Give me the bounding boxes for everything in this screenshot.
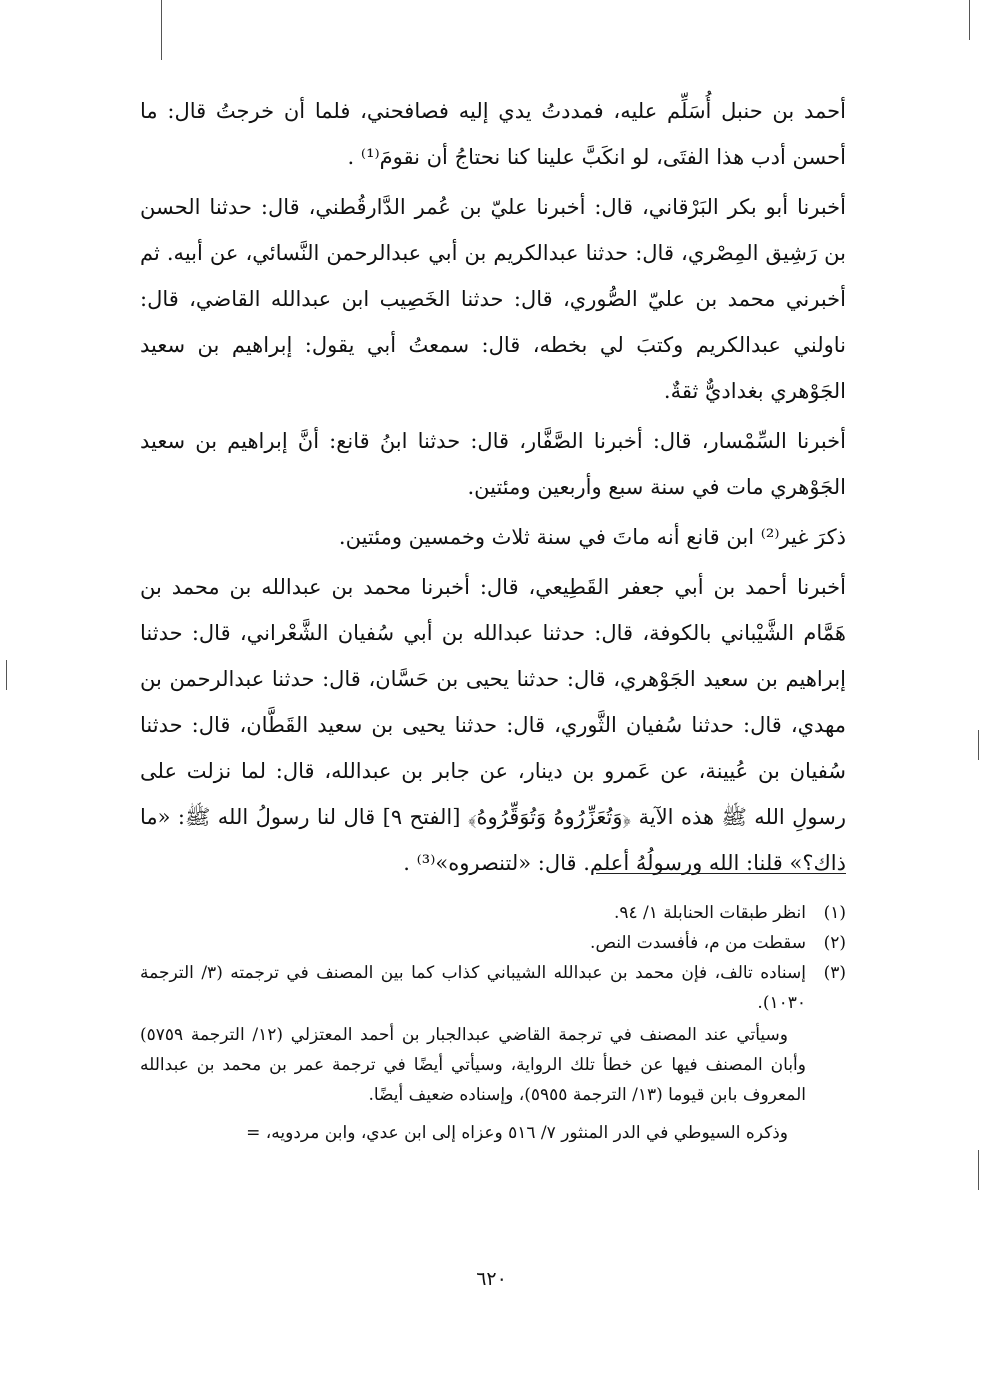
scan-artifact-line (978, 730, 979, 760)
footnote-text: انظر طبقات الحنابلة ١/ ٩٤. (613, 903, 806, 923)
footnote-number: (٢) (823, 933, 846, 953)
footnote-number: (٣) (823, 963, 846, 983)
main-text (140, 88, 846, 886)
paragraph: ذكرَ غير⁽²⁾ ابن قانع أنه ماتَ في سنة ثلاث وخمسين ومئتين. (338, 525, 846, 549)
footnote-text: إسناده تالف، فإن محمد بن عبدالله الشيباني كذاب كما بين المصنف في ترجمته (٣/ الترجمة ١٠٣٠). (140, 963, 806, 1013)
scan-artifact-line (978, 1150, 979, 1190)
footnote-number: (١) (823, 903, 846, 923)
paragraph: أخبرنا السِّمْسار، قال: أخبرنا الصَّفَّار، قال: حدثنا ابنُ قانع: أنَّ إبراهيم بن سعيد الجَوْهري مات في سنة سبع وأربعين ومئتين. (140, 429, 846, 499)
footnote-text: سقطت من م، فأفسدت النص. (590, 933, 806, 953)
footnote-continuation: وسيأتي عند المصنف في ترجمة القاضي عبدالجبار بن أحمد المعتزلي (١٢/ الترجمة ٥٧٥٩) وأبان المصنف فيها عن خطأ تلك الرواية، وسيأتي أيضًا في ترجمة عمر بن محمد بن عبدالله المعروف بابن قيوما (١٣/ الترجمة ٥٩٥٥)، وإسناده ضعيف أيضًا. (140, 1025, 806, 1105)
footnote-separator (596, 873, 846, 874)
paragraph: أحمد بن حنبل أُسَلِّم عليه، فمددتُ يدي إليه فصافحني، فلما أن خرجتُ قال: ما أحسن أدب هذا الفتَى، لو انكَبَّ علينا كنا نحتاجُ أن نقومَ⁽¹⁾ . (140, 99, 846, 169)
page-number: ٦٢٠ (476, 1268, 507, 1290)
footnote (140, 958, 846, 1018)
scan-artifact-line (6, 660, 7, 690)
scan-artifact-line (969, 0, 970, 40)
footnotes (140, 898, 846, 1148)
footnote (140, 928, 846, 958)
scan-artifact-line (161, 0, 162, 60)
footnote-continuation: وذكره السيوطي في الدر المنثور ٧/ ٥١٦ وعزاه إلى ابن عدي، وابن مردويه، = (246, 1123, 788, 1143)
paragraph: أخبرنا أحمد بن أبي جعفر القَطِيعي، قال: أخبرنا محمد بن عبدالله بن محمد بن هَمَّام الشَّيْباني بالكوفة، قال: حدثنا عبدالله بن أبي سُفيان الشَّعْراني، قال: حدثنا إبراهيم بن سعيد الجَوْهري، قال: حدثنا يحيى بن حَسَّان، قال: حدثنا عبدالرحمن بن مهدي، قال: حدثنا سُفيان الثَّوري، قال: حدثنا يحيى بن سعيد القَطَّان، قال: حدثنا سُفيان بن عُيينة، عن عَمرو بن دينار، عن جابر بن عبدالله، قال: لما نزلت على رسولِ الله ﷺ هذه الآية ﴿وَتُعَزِّرُوهُ وَتُوَقِّرُوهُ﴾ [الفتح ٩] قال لنا رسولُ الله ﷺ: «ما ذاك؟» قلنا: الله ورسولُهُ أعلم. قال: «لتنصروه»⁽³⁾ . (140, 575, 846, 875)
footnote (140, 898, 846, 928)
paragraph: أخبرنا أبو بكر البَرْقاني، قال: أخبرنا عليّ بن عُمر الدَّارقُطني، قال: حدثنا الحسن بن رَشِيق المِصْري، قال: حدثنا عبدالكريم بن أبي عبدالرحمن النَّسائي، عن أبيه. ثم أخبرني محمد بن عليّ الصُّوري، قال: حدثنا الخَصِيب ابن عبدالله القاضي، قال: ناولني عبدالكريم وكتبَ لي بخطه، قال: سمعتُ أبي يقول: إبراهيم بن سعيد الجَوْهري بغداديٌّ ثقةٌ. (140, 195, 846, 403)
